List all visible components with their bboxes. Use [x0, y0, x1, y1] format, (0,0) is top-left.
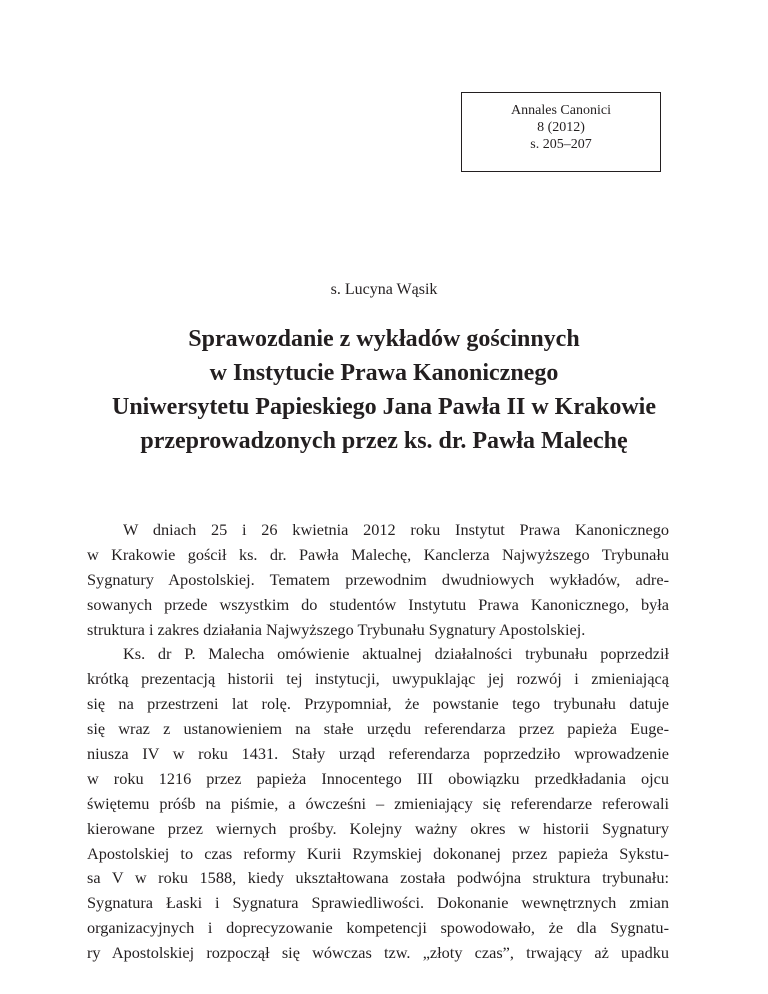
body-line: Apostolskiej to czas reformy Kurii Rzymskiej dokonanej przez papieża Sykstu-	[87, 843, 669, 863]
article-title	[40, 322, 728, 458]
journal-citation-box	[461, 92, 661, 172]
journal-volume: 8 (2012)	[537, 120, 585, 135]
body-line: krótką prezentacją historii tej instytucji, uwypuklając jej rozwój i zmieniającą	[87, 669, 669, 689]
body-line: kierowane przez wiernych prośby. Kolejny ważny okres w historii Sygnatury	[87, 818, 669, 838]
article-body	[87, 518, 669, 966]
body-line: świętemu próśb na piśmie, a ówcześni – zmieniający się referendarze referowali	[87, 793, 669, 813]
body-line: sa V w roku 1588, kiedy ukształtowana została podwójna struktura trybunału:	[87, 868, 669, 888]
title-line: Sprawozdanie z wykładów gościnnych	[188, 326, 580, 352]
journal-pages: s. 205–207	[530, 137, 592, 152]
journal-name: Annales Canonici	[511, 103, 611, 118]
title-line: w Instytucie Prawa Kanonicznego	[209, 360, 559, 386]
body-line: niusza IV w roku 1431. Stały urząd referendarza poprzedziło wprowadzenie	[87, 744, 669, 764]
body-line: sowanych przede wszystkim do studentów Instytutu Prawa Kanonicznego, była	[87, 594, 669, 614]
body-line: W dniach 25 i 26 kwietnia 2012 roku Instytut Prawa Kanonicznego	[123, 520, 669, 539]
title-line: przeprowadzonych przez ks. dr. Pawła Malechę	[140, 428, 628, 454]
article-author: s. Lucyna Wąsik	[330, 281, 438, 298]
body-line: struktura i zakres działania Najwyższego Trybunału Sygnatury Apostolskiej.	[87, 619, 586, 639]
body-line: Ks. dr P. Malecha omówienie aktualnej działalności trybunału poprzedził	[123, 644, 669, 664]
body-line: Sygnatury Apostolskiej. Tematem przewodnim dwudniowych wykładów, adre-	[87, 569, 669, 589]
body-line: się na przestrzeni lat rolę. Przypomniał, że powstanie tego trybunału datuje	[87, 694, 669, 714]
title-line: Uniwersytetu Papieskiego Jana Pawła II w Krakowie	[112, 394, 656, 420]
body-line: organizacyjnych i doprecyzowanie kompetencji spowodowało, że dla Sygnatu-	[87, 918, 669, 938]
body-line: się wraz z ustanowieniem na stałe urzędu referendarza przez papieża Euge-	[87, 719, 669, 739]
body-line: ry Apostolskiej rozpoczął się wówczas tzw. „złoty czas”, trwający aż upadku	[87, 943, 669, 963]
body-line: Sygnatura Łaski i Sygnatura Sprawiedliwości. Dokonanie wewnętrznych zmian	[87, 893, 669, 913]
body-line: w Krakowie gościł ks. dr. Pawła Malechę, Kanclerza Najwyższego Trybunału	[87, 544, 669, 564]
body-line: w roku 1216 przez papieża Innocentego III obowiązku przedkładania ojcu	[87, 768, 669, 788]
